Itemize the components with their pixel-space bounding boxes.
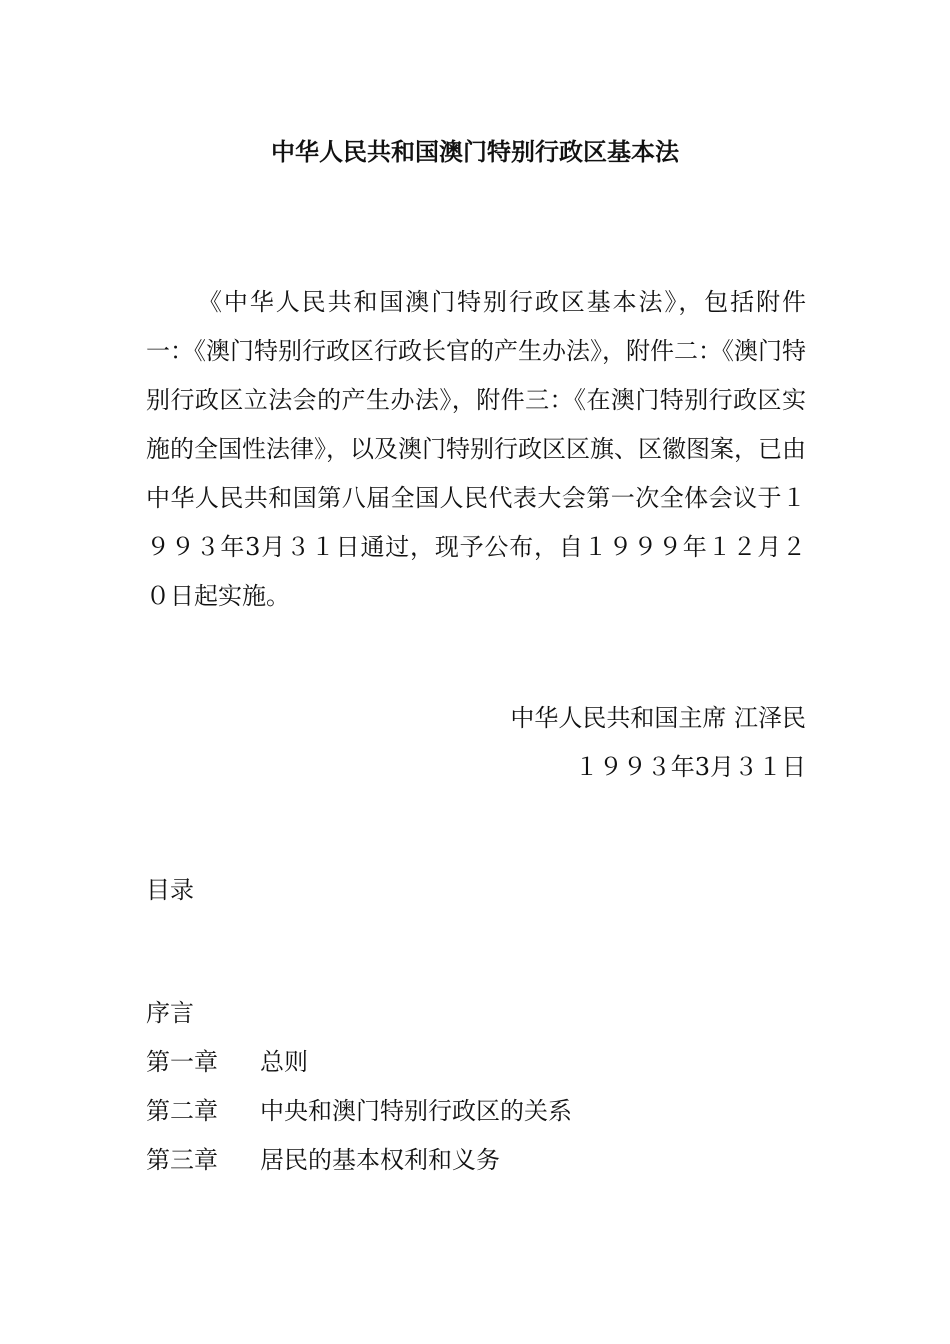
toc-entry-title: 居民的基本权利和义务 bbox=[260, 1146, 500, 1174]
toc-entry-number: 第一章 bbox=[146, 1048, 218, 1076]
promulgation-paragraph: 《中华人民共和国澳门特别行政区基本法》，包括附件一：《澳门特别行政区行政长官的产生办法》，附件二：《澳门特别行政区立法会的产生办法》，附件三：《在澳门特别行政区实施的全国性法律》，以及澳门特别行政区区旗、区徽图案，已由中华人民共和国第八届全国人民代表大会第一次全体会议于１９９３年3月３１日通过，现予公布，自１９９９年１２月２０日起实施。 bbox=[146, 288, 806, 610]
toc-entry-chapter-3 bbox=[146, 1140, 806, 1189]
toc-heading: 目录 bbox=[146, 876, 194, 904]
signatory: 中华人民共和国主席 江泽民 bbox=[510, 704, 806, 732]
toc-entry-title: 中央和澳门特别行政区的关系 bbox=[260, 1097, 572, 1125]
toc-list bbox=[146, 993, 806, 1189]
document-title: 中华人民共和国澳门特别行政区基本法 bbox=[271, 137, 679, 166]
toc-entry-number: 序言 bbox=[146, 999, 194, 1027]
toc-entry-chapter-2 bbox=[146, 1091, 806, 1140]
toc-entry-number: 第三章 bbox=[146, 1146, 218, 1174]
toc-entry-chapter-1 bbox=[146, 1042, 806, 1091]
toc-entry-title: 总则 bbox=[260, 1048, 308, 1076]
toc-entry-preface bbox=[146, 993, 806, 1042]
signed-date: １９９３年3月３１日 bbox=[574, 753, 806, 781]
toc-entry-number: 第二章 bbox=[146, 1097, 218, 1125]
